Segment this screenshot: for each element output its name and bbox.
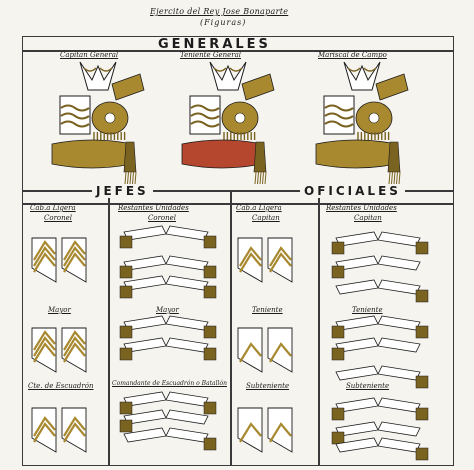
jefes-restantes-ep1-strap [166, 256, 208, 270]
label-teniente-general: Teniente General [180, 51, 241, 59]
capitan-general-sash-fringe [133, 172, 134, 184]
oficiales-restantes-ep2-strap [336, 280, 378, 294]
jefes-restantes-ep5-fringe-left [120, 402, 132, 414]
teniente-general-collar [210, 62, 246, 90]
jefes-restantes-ep1-fringe-left [120, 266, 132, 278]
oficiales-restantes-ep2-fringe-right [416, 290, 428, 302]
oficiales-capitan-cuff [268, 238, 292, 282]
oficiales-restantes-ep4-strap [378, 338, 420, 352]
oficiales-subteniente-cuff [238, 408, 262, 452]
jefes-restantes-ep5-fringe-right [204, 402, 216, 414]
capitan-general-sash-fringe [125, 172, 126, 184]
jefes-restantes-heading: Restantes Unidades [118, 204, 189, 212]
mariscal-de-campo-cuff [376, 74, 408, 100]
jefes-restantes-ep0-fringe-left [120, 236, 132, 248]
jefes-restantes-ep4-fringe-left [120, 348, 132, 360]
plate-subtitle: (Figuras) [200, 18, 247, 27]
teniente-general-sash-fringe [263, 172, 264, 184]
teniente-general-sash [182, 140, 262, 168]
generales-heading: GENERALES [158, 37, 271, 52]
mariscal-de-campo-sash-fringe [392, 172, 393, 184]
label-oficiales-ligera-capitan: Capitan [252, 214, 280, 222]
mariscal-de-campo-epaulette-star [369, 113, 379, 123]
capitan-general-cuff [112, 74, 144, 100]
oficiales-restantes-ep6-strap [378, 398, 420, 412]
mariscal-de-campo-sash-fringe [397, 172, 398, 184]
jefes-restantes-ep2-fringe-left [120, 286, 132, 298]
jefes-restantes-ep6-strap [166, 410, 208, 424]
oficiales-restantes-ep2-strap [378, 280, 420, 294]
label-oficiales-ligera-subteniente: Subteniente [246, 382, 290, 390]
oficiales-restantes-ep1-fringe-left [332, 266, 344, 278]
capitan-general-sash [52, 140, 132, 168]
teniente-general-sash-fringe [255, 172, 256, 184]
oficiales-restantes-ep5-strap [378, 366, 420, 380]
oficiales-restantes-heading: Restantes Unidades [326, 204, 397, 212]
label-jefes-ligera-mayor: Mayor [48, 306, 71, 314]
mariscal-de-campo-collar [344, 62, 380, 90]
jefes-restantes-ep3-strap [166, 316, 208, 330]
oficiales-restantes-ep3-fringe-right [416, 326, 428, 338]
jefes-restantes-ep7-fringe-right [204, 438, 216, 450]
label-jefes-restantes-coronel: Coronel [148, 214, 177, 222]
oficiales-restantes-ep8-strap [378, 438, 420, 452]
label-oficiales-restantes-capitan: Capitan [354, 214, 382, 222]
jefes-restantes-ep6-fringe-left [120, 420, 132, 432]
jefes-cte-cuff [32, 408, 56, 452]
oficiales-restantes-ep3-fringe-left [332, 326, 344, 338]
oficiales-ligera-heading: Cab.a Ligera [236, 204, 282, 212]
capitan-general-sash-fringe [130, 172, 131, 184]
mariscal-de-campo-sash [316, 140, 396, 168]
jefes-restantes-ep4-fringe-right [204, 348, 216, 360]
oficiales-restantes-ep0-fringe-right [416, 242, 428, 254]
jefes-cte-cuff [62, 408, 86, 452]
jefes-restantes-ep5-strap [166, 392, 208, 406]
capitan-general-sash-fringe [128, 172, 129, 184]
oficiales-restantes-ep3-strap [378, 316, 420, 330]
oficiales-teniente-cuff [268, 328, 292, 372]
oficiales-restantes-ep1-strap [378, 256, 420, 270]
jefes-restantes-ep3-fringe-left [120, 326, 132, 338]
jefes-restantes-ep4-strap [166, 338, 208, 352]
mariscal-de-campo-sash-fringe [399, 172, 400, 184]
label-jefes-ligera-coronel: Coronel [44, 214, 73, 222]
label-oficiales-ligera-teniente: Teniente [252, 306, 283, 314]
capitan-general-sash-fringe [135, 172, 136, 184]
jefes-restantes-ep1-fringe-right [204, 266, 216, 278]
label-oficiales-restantes-subteniente: Subteniente [346, 382, 390, 390]
oficiales-teniente-cuff [238, 328, 262, 372]
teniente-general-sash-fringe [265, 172, 266, 184]
oficiales-restantes-ep6-fringe-right [416, 408, 428, 420]
label-oficiales-restantes-teniente: Teniente [352, 306, 383, 314]
jefes-restantes-ep3-fringe-right [204, 326, 216, 338]
oficiales-restantes-ep7-fringe-left [332, 432, 344, 444]
label-mariscal-de-campo: Mariscal de Campo [318, 51, 387, 59]
teniente-general-sash-knot [254, 142, 266, 172]
oficiales-restantes-ep5-fringe-right [416, 376, 428, 388]
capitan-general-collar [80, 62, 116, 90]
capitan-general-epaulette-star [105, 113, 115, 123]
label-capitan-general: Capitan General [60, 51, 119, 59]
oficiales-capitan-cuff [238, 238, 262, 282]
oficiales-subteniente-cuff [268, 408, 292, 452]
plate-title: Ejercito del Rey Jose Bonaparte [150, 7, 289, 16]
teniente-general-sash-fringe [258, 172, 259, 184]
oficiales-restantes-ep8-fringe-right [416, 448, 428, 460]
mariscal-de-campo-sash-knot [388, 142, 400, 172]
teniente-general-cuff [242, 74, 274, 100]
mariscal-de-campo-sash-fringe [389, 172, 390, 184]
teniente-general-sash-fringe [260, 172, 261, 184]
oficiales-restantes-ep5-strap [336, 366, 378, 380]
oficiales-restantes-ep4-fringe-left [332, 348, 344, 360]
capitan-general-sash-knot [124, 142, 136, 172]
oficiales-restantes-ep0-fringe-left [332, 242, 344, 254]
oficiales-restantes-ep0-strap [378, 232, 420, 246]
label-jefes-restantes-mayor: Mayor [156, 306, 179, 314]
jefes-restantes-ep2-strap [166, 276, 208, 290]
oficiales-restantes-ep7-strap [378, 422, 420, 436]
mariscal-de-campo-sash-fringe [394, 172, 395, 184]
oficiales-restantes-ep6-fringe-left [332, 408, 344, 420]
label-jefes-restantes-comandante: Comandante de Escuadrón o Batallón [112, 380, 227, 387]
jefes-ligera-heading: Cab.a Ligera [30, 204, 76, 212]
jefes-restantes-ep7-strap [166, 428, 208, 442]
jefes-restantes-ep0-fringe-right [204, 236, 216, 248]
label-jefes-ligera-cte: Cte. de Escuadrón [28, 382, 94, 390]
oficiales-heading: OFICIALES [300, 184, 405, 198]
jefes-restantes-ep2-fringe-right [204, 286, 216, 298]
jefes-heading: JEFES [92, 184, 153, 198]
teniente-general-epaulette-star [235, 113, 245, 123]
jefes-restantes-ep0-strap [166, 226, 208, 240]
